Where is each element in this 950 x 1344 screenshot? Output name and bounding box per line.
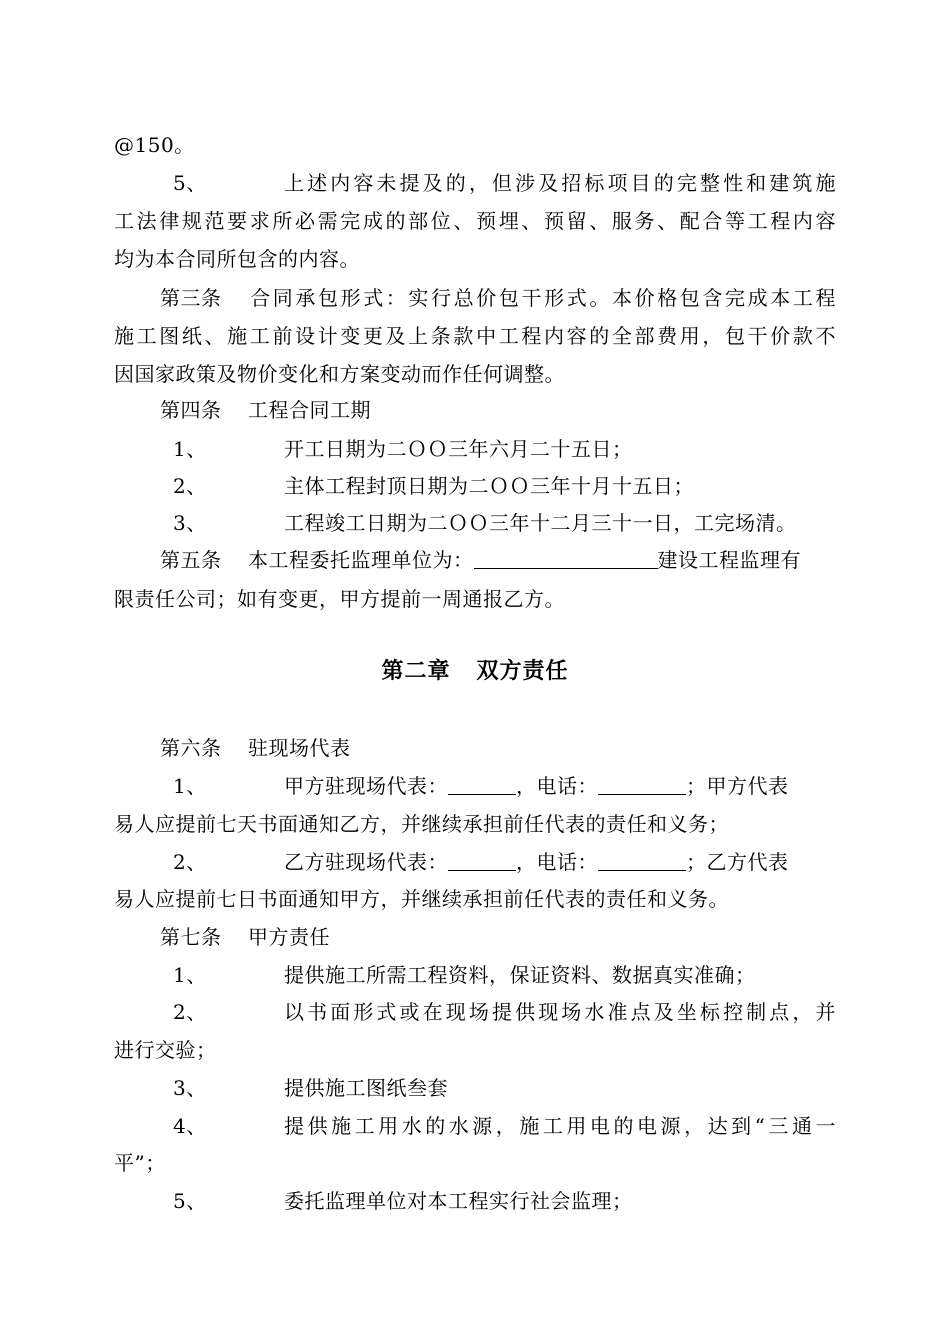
- item-text: 以书面形式或在现场提供现场水准点及坐标控制点，并: [284, 1000, 836, 1024]
- article-text: 本工程委托监理单位为：: [248, 548, 474, 572]
- article-3: [160, 285, 836, 311]
- item-number: 3、: [173, 1076, 207, 1100]
- item-number: 2、: [173, 1000, 207, 1024]
- paragraph-line: @150。: [114, 133, 195, 157]
- article-label: 第五条: [160, 548, 222, 572]
- item-number: 3、: [173, 511, 207, 535]
- item-number: 2、: [173, 474, 207, 498]
- item-text-part: ；甲方代表: [686, 774, 789, 798]
- blank-field: [598, 852, 686, 871]
- article-label: 第六条: [160, 736, 222, 760]
- article-label: 第三条: [160, 286, 222, 310]
- paragraph-line: 限责任公司；如有变更，甲方提前一周通报乙方。: [114, 587, 565, 611]
- paragraph-line: 施工图纸、施工前设计变更及上条款中工程内容的全部费用，包干价款不: [114, 324, 836, 348]
- paragraph-line: 均为本合同所包含的内容。: [114, 247, 360, 271]
- item-text: [284, 849, 789, 875]
- item-text: 提供施工所需工程资料，保证资料、数据真实准确；: [284, 963, 756, 987]
- article-text: 建设工程监理有: [657, 548, 801, 572]
- item-text: 提供施工图纸叁套: [284, 1076, 448, 1100]
- item-number: 1、: [173, 437, 207, 461]
- item-text: 提供施工用水的水源，施工用电的电源，达到“三通一: [284, 1114, 836, 1138]
- article-text: 甲方责任: [248, 925, 330, 949]
- article-label: 第七条: [160, 925, 222, 949]
- paragraph-line: 易人应提前七天书面通知乙方，并继续承担前任代表的责任和义务；: [114, 812, 729, 836]
- item-text: 开工日期为二ＯＯ三年六月二十五日；: [284, 437, 633, 461]
- item-number: 5、: [173, 171, 207, 195]
- article-7: [160, 924, 330, 950]
- chapter-title: 双方责任: [476, 659, 569, 684]
- paragraph-line: 进行交验；: [114, 1038, 217, 1062]
- item-text: [284, 773, 789, 799]
- chapter-heading: [0, 658, 950, 686]
- article-4: [160, 397, 371, 423]
- item-text-part: ，电话：: [516, 774, 598, 798]
- item-number: 2、: [173, 850, 207, 874]
- blank-field: [448, 852, 516, 871]
- paragraph-line: 易人应提前七日书面通知甲方，并继续承担前任代表的责任和义务。: [114, 887, 729, 911]
- article-text: 工程合同工期: [248, 398, 371, 422]
- article-text: 合同承包形式：实行总价包干形式。本价格包含完成本工程: [248, 286, 836, 310]
- item-text-part: 甲方驻现场代表：: [284, 774, 448, 798]
- paragraph-line: 平”；: [114, 1151, 166, 1175]
- article-text: 驻现场代表: [248, 736, 351, 760]
- paragraph-line: 上述内容未提及的，但涉及招标项目的完整性和建筑施: [284, 171, 836, 195]
- chapter-number: 第二章: [381, 659, 451, 684]
- paragraph-line: 工法律规范要求所必需完成的部位、预埋、预留、服务、配合等工程内容: [114, 209, 836, 233]
- blank-field: [448, 776, 516, 795]
- article-6: [160, 735, 351, 761]
- item-text-part: 乙方驻现场代表：: [284, 850, 448, 874]
- blank-field: [474, 550, 658, 569]
- article-label: 第四条: [160, 398, 222, 422]
- item-text-part: ，电话：: [516, 850, 598, 874]
- item-number: 5、: [173, 1189, 207, 1213]
- item-number: 4、: [173, 1114, 207, 1138]
- blank-field: [598, 776, 686, 795]
- item-text-part: ；乙方代表: [686, 850, 789, 874]
- item-text: 主体工程封顶日期为二ＯＯ三年十月十五日；: [284, 474, 694, 498]
- article-5: [160, 547, 801, 573]
- item-number: 1、: [173, 963, 207, 987]
- item-text: 委托监理单位对本工程实行社会监理；: [284, 1189, 633, 1213]
- item-text: 工程竣工日期为二ＯＯ三年十二月三十一日，工完场清。: [284, 511, 797, 535]
- item-number: 1、: [173, 774, 207, 798]
- paragraph-line: 因国家政策及物价变化和方案变动而作任何调整。: [114, 362, 565, 386]
